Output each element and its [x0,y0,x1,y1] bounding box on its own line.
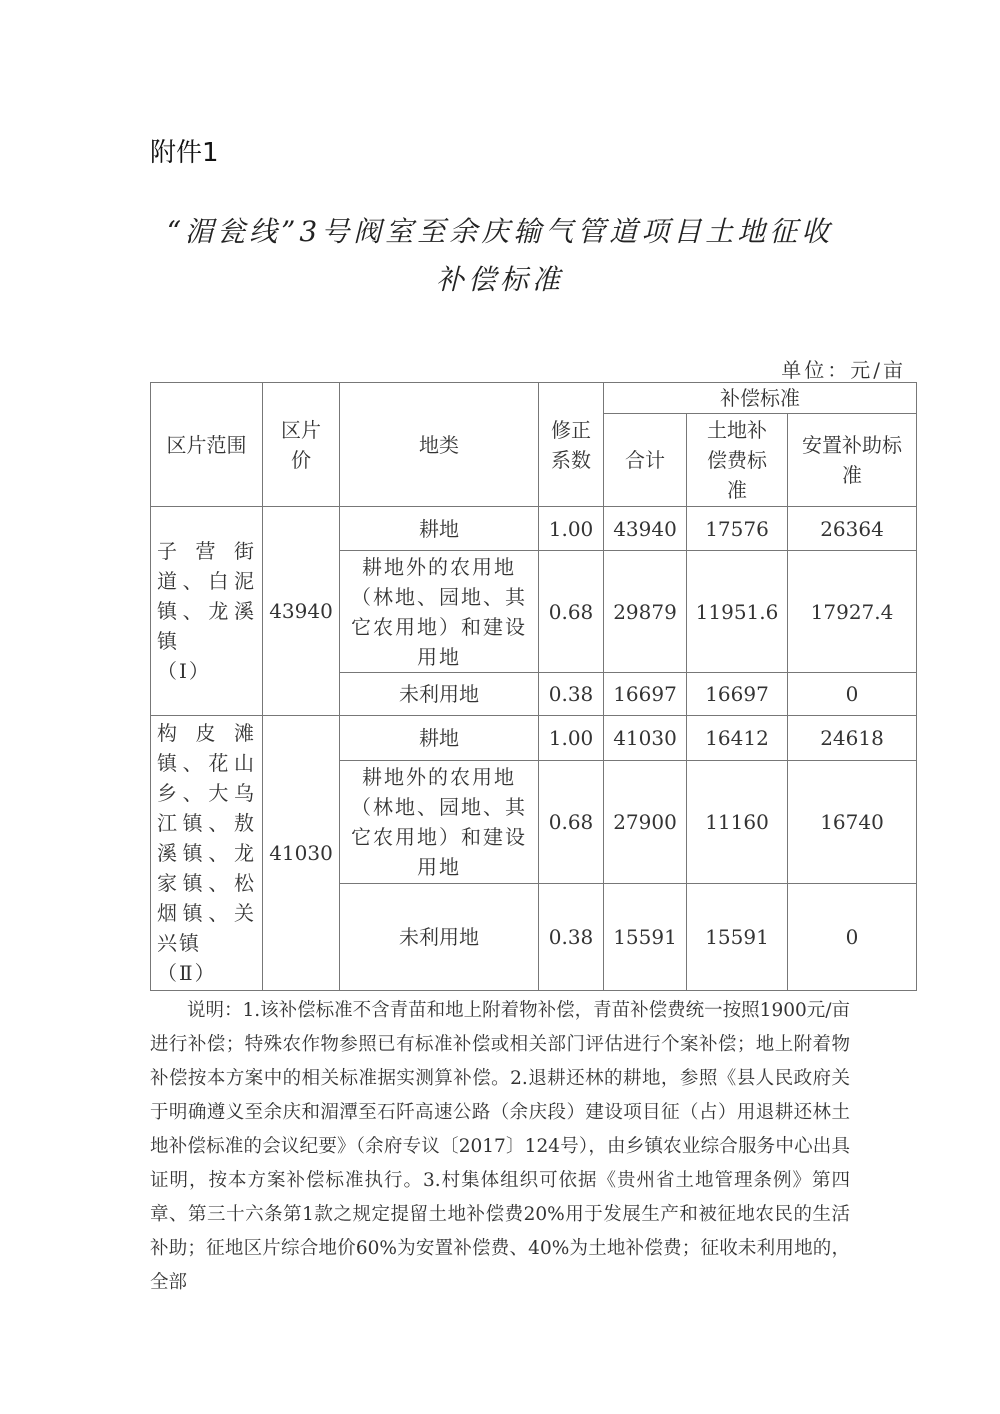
header-land-type: 地类 [340,383,539,507]
zone-range-text: 子营街道、白泥镇、龙溪镇 [157,539,256,653]
zone-level: （Ⅰ） [157,659,211,683]
coefficient-cell: 1.00 [539,716,604,761]
coefficient-cell: 1.00 [539,507,604,551]
total-cell: 27900 [604,761,687,884]
total-cell: 15591 [604,884,687,991]
total-cell: 16697 [604,673,687,716]
land-type-cell: 未利用地 [340,673,539,716]
zone-price-cell: 41030 [263,716,340,991]
header-compensation-standard: 补偿标准 [604,383,917,414]
header-resettlement-subsidy: 安置补助标准 [788,414,917,507]
resettlement-subsidy-cell: 0 [788,884,917,991]
total-cell: 29879 [604,551,687,673]
attachment-label: 附件1 [150,138,219,168]
header-zone-price: 区片价 [263,383,340,507]
coefficient-cell: 0.68 [539,551,604,673]
resettlement-subsidy-cell: 16740 [788,761,917,884]
coefficient-cell: 0.38 [539,884,604,991]
land-compensation-cell: 16412 [687,716,788,761]
header-land-compensation: 土地补偿费标准 [687,414,788,507]
header-total: 合计 [604,414,687,507]
compensation-table [150,382,917,991]
land-compensation-cell: 11951.6 [687,551,788,673]
coefficient-cell: 0.68 [539,761,604,884]
explanatory-note: 说明：1.该补偿标准不含青苗和地上附着物补偿，青苗补偿费统一按照1900元/亩进行补偿；特殊农作物参照已有标准补偿或相关部门评估进行个案补偿；地上附着物补偿按本方案中的相关标准据实测算补偿。2.退耕还林的耕地，参照《县人民政府关于明确遵义至余庆和湄潭至石阡高速公路（余庆段）建设项目征（占）用退耕还林土地补偿标准的会议纪要》（余府专议〔2017〕124号），由乡镇农业综合服务中心出具证明，按本方案补偿标准执行。3.村集体组织可依据《贵州省土地管理条例》第四章、第三十六条第1款之规定提留土地补偿费20%用于发展生产和被征地农民的生活补助；征地区片综合地价60%为安置补偿费、40%为土地补偿费；征收未利用地的，全部 [150,1000,850,1293]
land-compensation-cell: 11160 [687,761,788,884]
land-type-cell: 未利用地 [340,884,539,991]
coefficient-cell: 0.38 [539,673,604,716]
zone-range-cell [151,716,263,991]
zone-range-text: 构皮滩镇、花山乡、大乌江镇、敖溪镇、龙家镇、松烟镇、关兴镇 [157,721,256,955]
total-cell: 41030 [604,716,687,761]
zone-range-cell [151,507,263,716]
land-type-cell: 耕地 [340,507,539,551]
unit-label: 单位：元/亩 [781,358,906,382]
zone-price-cell: 43940 [263,507,340,716]
land-compensation-cell: 17576 [687,507,788,551]
document-title-line2: 补偿标准 [435,263,564,296]
land-compensation-cell: 16697 [687,673,788,716]
zone-level: （Ⅱ） [157,961,217,985]
resettlement-subsidy-cell: 17927.4 [788,551,917,673]
land-type-cell: 耕地外的农用地（林地、园地、其它农用地）和建设用地 [340,551,539,673]
resettlement-subsidy-cell: 26364 [788,507,917,551]
header-row-1 [151,383,917,414]
document-title-line1: “湄瓮线”3号阀室至余庆输气管道项目土地征收 [166,215,834,248]
header-coefficient: 修正系数 [539,383,604,507]
land-type-cell: 耕地外的农用地（林地、园地、其它农用地）和建设用地 [340,761,539,884]
table-row [151,507,917,551]
resettlement-subsidy-cell: 24618 [788,716,917,761]
resettlement-subsidy-cell: 0 [788,673,917,716]
land-type-cell: 耕地 [340,716,539,761]
land-compensation-cell: 15591 [687,884,788,991]
table-row [151,716,917,761]
total-cell: 43940 [604,507,687,551]
header-zone-range: 区片范围 [151,383,263,507]
